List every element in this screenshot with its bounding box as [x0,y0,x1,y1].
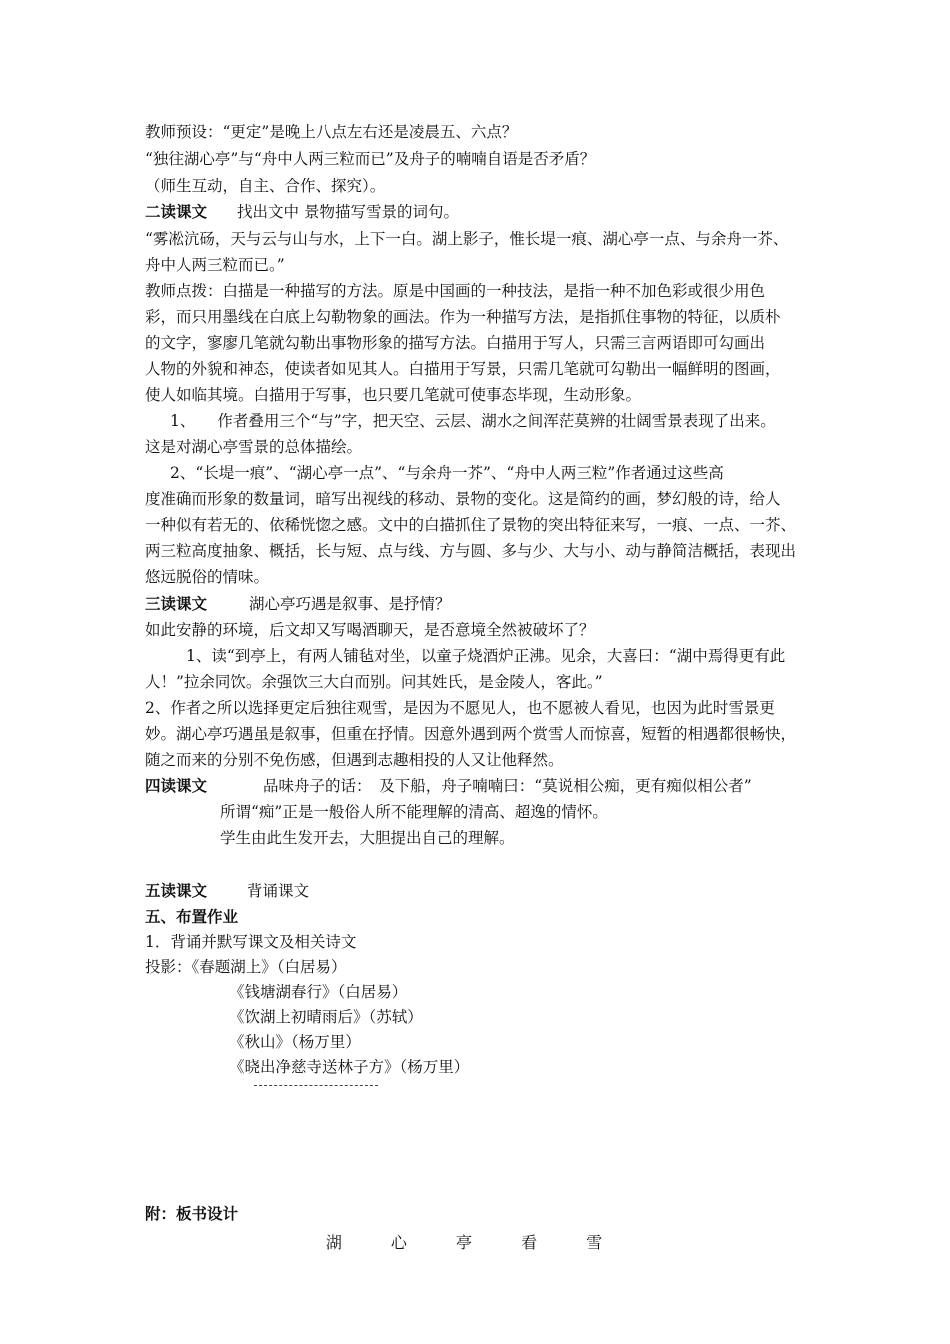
homework-heading: 五、布置作业 [145,908,239,926]
section-task: 品味舟子的话： 及下船，舟子喃喃曰：“莫说相公痴，更有痴似相公者” [263,777,752,795]
paragraph-line: 悠远脱俗的情味。 [145,568,270,586]
dashed-divider [254,1085,378,1086]
paragraph-line: 两三粒高度抽象、概括，长与短、点与线、方与圆、多与少、大与小、动与静简洁概括，表现出 [145,542,797,560]
poem-item: 《钱塘湖春行》（白居易） [229,983,408,1001]
section-task: 湖心亭巧遇是叙事、是抒情？ [249,595,451,613]
board-design-heading: 附：板书设计 [145,1205,239,1223]
section-heading: 三读课文 [145,595,208,613]
paragraph-line: 如此安静的环境，后文却又写喝酒聊天，是否意境全然被破坏了？ [145,621,595,639]
paragraph-line: 教师点拨：白描是一种描写的方法。原是中国画的一种技法，是指一种不加色彩或很少用色 [145,282,766,300]
board-title: 湖 心 亭 看 雪 [325,1233,625,1252]
quote-line: “雾凇沆砀，天与云与山与水，上下一白。湖上影子，惟长堤一痕、湖心亭一点、与余舟一芥、 [145,230,789,248]
section-task: 找出文中 景物描写雪景的词句。 [237,203,459,221]
paragraph-line: 人物的外貌和神态，使读者如见其人。白描用于写景，只需几笔就可勾勒出一幅鲜明的图画， [145,360,781,378]
question-line: “独往湖心亭”与“舟中人两三粒而已”及舟子的喃喃自语是否矛盾？ [145,150,596,168]
paragraph-line: 随之而来的分别不免伤感，但遇到志趣相投的人又让他释然。 [145,751,564,769]
poem-item: 《饮湖上初晴雨后》（苏轼） [229,1008,423,1026]
section-third-reading [145,594,451,614]
preset-line: 教师预设：“更定”是晚上八点左右还是凌晨五、六点？ [145,123,518,141]
section-heading: 四读课文 [145,777,208,795]
projection-line: 投影：《春题湖上》（白居易） [145,958,347,976]
paragraph-line: 彩，而只用墨线在白底上勾勒物象的画法。作为一种描写方法，是指抓住事物的特征，以质朴 [145,308,781,326]
point-2: 2、“长堤一痕”、“湖心亭一点”、“与余舟一芥”、“舟中人两三粒”作者通过这些高 [170,464,724,482]
point-number: 1、 [170,412,196,430]
paragraph-line: 妙。湖心亭巧遇虽是叙事，但重在抒情。因意外遇到两个赏雪人而惊喜，短暂的相遇都很畅快， [145,725,797,743]
paragraph-line: 使人如临其境。白描用于写事，也只要几笔就可使事态毕现，生动形象。 [145,386,642,404]
point-1: 1、读“到亭上，有两人铺毡对坐，以童子烧酒炉正沸。见余，大喜曰：“湖中焉得更有此 [186,647,786,665]
homework-item: 1．背诵并默写课文及相关诗文 [145,933,357,951]
paragraph-line: 学生由此生发开去，大胆提出自己的理解。 [220,829,515,847]
paragraph-line: 这是对湖心亭雪景的总体描绘。 [145,438,363,456]
section-fourth-reading [145,776,752,796]
section-heading: 五读课文 [145,882,208,900]
section-second-reading [145,202,459,222]
quote-line: 舟中人两三粒而已。” [145,256,285,274]
point-text: 作者叠用三个“与”字，把天空、云层、湖水之间浑茫莫辨的壮阔雪景表现了出来。 [217,412,776,430]
section-heading: 二读课文 [145,203,208,221]
poem-item: 《秋山》（杨万里） [229,1033,361,1051]
poem-item: 《晓出净慈寺送林子方》（杨万里） [229,1058,470,1076]
paragraph-line: 的文字，寥廖几笔就勾勒出事物形象的描写方法。白描用于写人，只需三言两语即可勾画出 [145,334,766,352]
section-fifth-reading [145,881,309,901]
paragraph-line: 人！”拉余同饮。余强饮三大白而别。问其姓氏，是金陵人，客此。” [145,673,603,691]
section-task: 背诵课文 [247,882,310,900]
point-2: 2、作者之所以选择更定后独往观雪，是因为不愿见人，也不愿被人看见，也因为此时雪景更 [145,699,775,717]
interaction-note: （师生互动，自主、合作、探究）。 [145,177,386,195]
point-1 [170,411,776,431]
paragraph-line: 度准确而形象的数量词，暗写出视线的移动、景物的变化。这是简约的画，梦幻般的诗，给人 [145,490,781,508]
paragraph-line: 一种似有若无的、依稀恍惚之感。文中的白描抓住了景物的突出特征来写，一痕、一点、一芥、 [145,516,797,534]
paragraph-line: 所谓“痴”正是一般俗人所不能理解的清高、超逸的情怀。 [220,803,608,821]
